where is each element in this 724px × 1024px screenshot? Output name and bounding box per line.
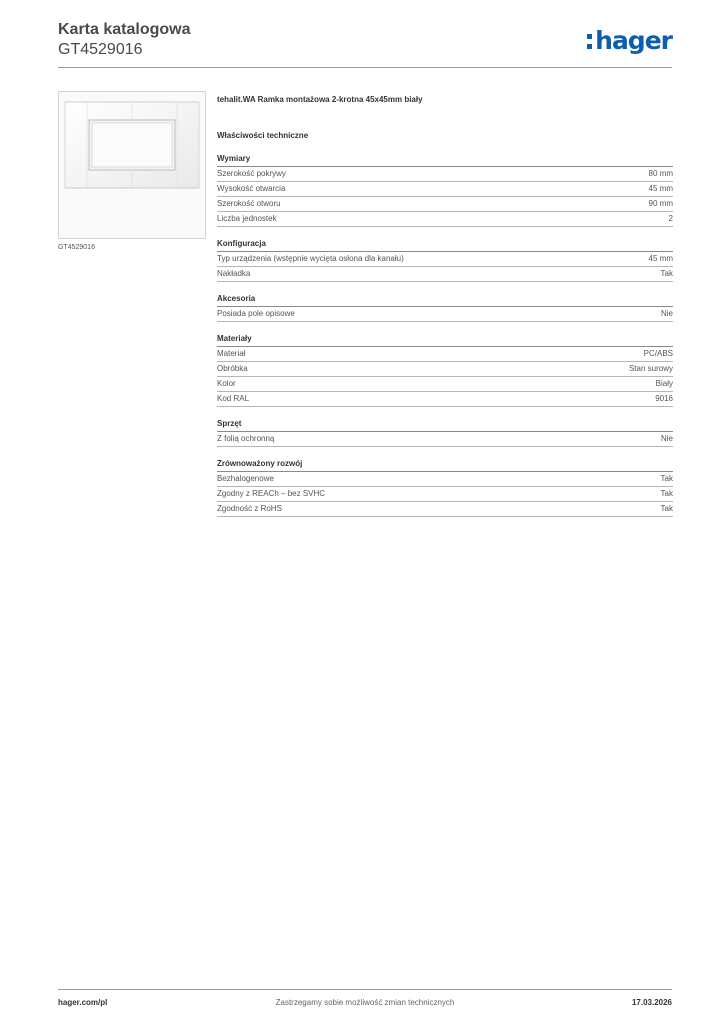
page-header bbox=[58, 20, 190, 60]
spec-value: Nie bbox=[660, 309, 673, 318]
document-title: Karta katalogowa bbox=[58, 21, 191, 38]
spec-row bbox=[217, 362, 673, 377]
spec-row bbox=[217, 487, 673, 502]
logo-dots-icon bbox=[587, 34, 593, 50]
spec-value: Tak bbox=[660, 269, 673, 278]
product-description: tehalit.WA Ramka montażowa 2-krotna 45x45mm biały bbox=[217, 95, 423, 104]
spec-row bbox=[217, 502, 673, 517]
section-title: Akcesoria bbox=[217, 294, 673, 307]
spec-label: Materiał bbox=[217, 349, 246, 358]
spec-label: Szerokość pokrywy bbox=[217, 169, 286, 178]
spec-label: Zgodność z RoHS bbox=[217, 504, 282, 513]
spec-section bbox=[217, 334, 673, 407]
spec-row bbox=[217, 472, 673, 487]
spec-section bbox=[217, 294, 673, 322]
spec-label: Kod RAL bbox=[217, 394, 250, 403]
spec-value: 45 mm bbox=[648, 254, 673, 263]
spec-value: 9016 bbox=[655, 394, 673, 403]
section-title: Wymiary bbox=[217, 154, 673, 167]
spec-value: Tak bbox=[660, 489, 673, 498]
product-image bbox=[58, 91, 206, 239]
spec-section bbox=[217, 419, 673, 447]
spec-label: Liczba jednostek bbox=[217, 214, 277, 223]
spec-sections bbox=[217, 154, 673, 517]
logo-text: hager bbox=[595, 26, 672, 55]
spec-value: 45 mm bbox=[648, 184, 673, 193]
spec-value: Tak bbox=[660, 474, 673, 483]
spec-value: 80 mm bbox=[648, 169, 673, 178]
spec-row bbox=[217, 167, 673, 182]
footer-divider bbox=[58, 989, 672, 990]
spec-label: Typ urządzenia (wstępnie wycięta osłona dla kanału) bbox=[217, 254, 404, 263]
spec-label: Nakładka bbox=[217, 269, 251, 278]
spec-row bbox=[217, 197, 673, 212]
section-title: Sprzęt bbox=[217, 419, 673, 432]
spec-value: Tak bbox=[660, 504, 673, 513]
footer-date: 17.03.2026 bbox=[631, 998, 672, 1007]
spec-value: Stan surowy bbox=[628, 364, 673, 373]
spec-row bbox=[217, 432, 673, 447]
spec-row bbox=[217, 307, 673, 322]
spec-row bbox=[217, 212, 673, 227]
spec-row bbox=[217, 392, 673, 407]
image-caption: GT4529016 bbox=[58, 244, 95, 251]
spec-value: Biały bbox=[655, 379, 673, 388]
spec-section bbox=[217, 459, 673, 517]
spec-row bbox=[217, 182, 673, 197]
mounting-frame-illustration bbox=[59, 92, 205, 238]
spec-value: 2 bbox=[668, 214, 673, 223]
spec-label: Szerokość otworu bbox=[217, 199, 281, 208]
spec-label: Bezhalogenowe bbox=[217, 474, 274, 483]
footer-website: hager.com/pl bbox=[58, 998, 108, 1007]
product-code: GT4529016 bbox=[58, 41, 143, 58]
product-specs bbox=[217, 95, 673, 529]
section-title: Materiały bbox=[217, 334, 673, 347]
spec-section bbox=[217, 239, 673, 282]
spec-value: 90 mm bbox=[648, 199, 673, 208]
spec-row bbox=[217, 267, 673, 282]
spec-value: PC/ABS bbox=[643, 349, 673, 358]
spec-label: Zgodny z REACh – bez SVHC bbox=[217, 489, 326, 498]
header-divider bbox=[58, 67, 672, 68]
spec-label: Obróbka bbox=[217, 364, 248, 373]
spec-label: Z folią ochronną bbox=[217, 434, 275, 443]
spec-row bbox=[217, 252, 673, 267]
spec-section bbox=[217, 154, 673, 227]
spec-label: Kolor bbox=[217, 379, 236, 388]
technical-properties-heading: Właściwości techniczne bbox=[217, 131, 309, 140]
spec-value: Nie bbox=[660, 434, 673, 443]
section-title: Konfiguracja bbox=[217, 239, 673, 252]
footer-notice: Zastrzegamy sobie możliwość zmian technicznych bbox=[275, 998, 455, 1007]
spec-label: Wysokość otwarcia bbox=[217, 184, 286, 193]
spec-row bbox=[217, 377, 673, 392]
spec-label: Posiada pole opisowe bbox=[217, 309, 295, 318]
hager-logo bbox=[587, 26, 672, 55]
section-title: Zrównoważony rozwój bbox=[217, 459, 673, 472]
spec-row bbox=[217, 347, 673, 362]
